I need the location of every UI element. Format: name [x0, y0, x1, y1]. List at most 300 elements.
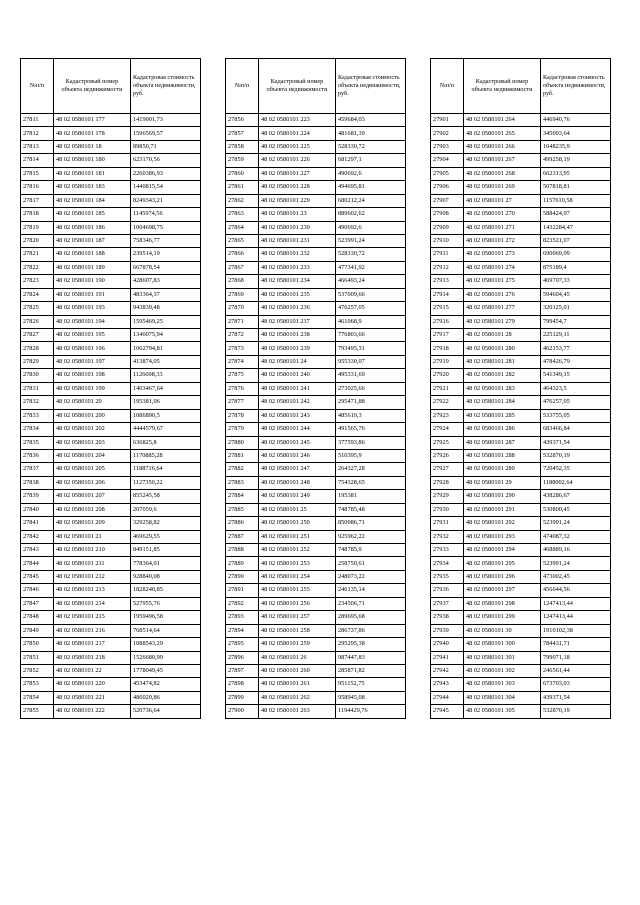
row-number: 27926 — [431, 449, 464, 462]
cadastral-value: 1088543,29 — [131, 638, 201, 651]
cadastral-value: 466493,24 — [336, 275, 406, 288]
row-number: 27867 — [226, 261, 259, 274]
cadastral-number: 48 02 0580101 184 — [54, 194, 131, 207]
table-row — [21, 396, 201, 409]
table-row — [431, 342, 611, 355]
table-row — [226, 302, 406, 315]
table-row — [431, 597, 611, 610]
row-number: 27826 — [21, 315, 54, 328]
row-number: 27811 — [21, 114, 54, 127]
cadastral-value: 4444579,67 — [131, 423, 201, 436]
row-number: 27815 — [21, 167, 54, 180]
row-number: 27929 — [431, 490, 464, 503]
table-row — [21, 476, 201, 489]
table-row — [21, 369, 201, 382]
cadastral-value: 439371,54 — [541, 691, 611, 704]
header-number: №п/п — [431, 59, 464, 114]
cadastral-number: 48 02 0580101 304 — [464, 691, 541, 704]
cadastral-number: 48 02 0580101 229 — [259, 194, 336, 207]
table-row — [21, 557, 201, 570]
cadastral-number: 48 02 0580101 298 — [464, 597, 541, 610]
table-row — [226, 705, 406, 718]
row-number: 27870 — [226, 302, 259, 315]
cadastral-value: 1194429,76 — [336, 705, 406, 718]
table-row — [21, 624, 201, 637]
table-row — [431, 355, 611, 368]
cadastral-value: 1127350,22 — [131, 476, 201, 489]
row-number: 27943 — [431, 678, 464, 691]
table-row — [21, 194, 201, 207]
cadastral-number: 48 02 0580101 205 — [54, 463, 131, 476]
cadastral-number: 48 02 0580101 29 — [464, 476, 541, 489]
table-row — [21, 275, 201, 288]
cadastral-value: 943839,48 — [131, 302, 201, 315]
cadastral-value: 1959496,58 — [131, 611, 201, 624]
row-number: 27899 — [226, 691, 259, 704]
cadastral-value: 1595469,25 — [131, 315, 201, 328]
cadastral-number: 48 02 0580101 299 — [464, 611, 541, 624]
row-number: 27821 — [21, 248, 54, 261]
row-number: 27840 — [21, 503, 54, 516]
cadastral-value: 748785,48 — [336, 503, 406, 516]
cadastral-value: 528330,72 — [336, 140, 406, 153]
cadastral-number: 48 02 0580101 275 — [464, 275, 541, 288]
cadastral-number: 48 02 0580101 266 — [464, 140, 541, 153]
row-number: 27841 — [21, 517, 54, 530]
cadastral-value: 1910102,38 — [541, 624, 611, 637]
row-number: 27851 — [21, 651, 54, 664]
cadastral-value: 207059,6 — [131, 503, 201, 516]
row-number: 27896 — [226, 651, 259, 664]
cadastral-value: 486020,86 — [131, 691, 201, 704]
table-row — [21, 208, 201, 221]
cadastral-number: 48 02 0580101 21 — [54, 530, 131, 543]
cadastral-value: 594604,45 — [541, 288, 611, 301]
row-number: 27816 — [21, 181, 54, 194]
table-row — [431, 329, 611, 342]
table-row — [226, 476, 406, 489]
row-number: 27871 — [226, 315, 259, 328]
cadastral-value: 295295,38 — [336, 638, 406, 651]
cadastral-number: 48 02 0580101 189 — [54, 261, 131, 274]
register-table-2 — [225, 58, 406, 719]
cadastral-number: 48 02 0580101 222 — [54, 705, 131, 718]
row-number: 27919 — [431, 355, 464, 368]
cadastral-value: 793495,31 — [336, 342, 406, 355]
cadastral-number: 48 02 0580101 22 — [54, 664, 131, 677]
cadastral-number: 48 02 0580101 209 — [54, 517, 131, 530]
table-row — [431, 127, 611, 140]
table-row — [21, 288, 201, 301]
cadastral-number: 48 02 0580101 243 — [259, 409, 336, 422]
table-row — [431, 369, 611, 382]
row-number: 27904 — [431, 154, 464, 167]
row-number: 27887 — [226, 530, 259, 543]
table-row — [431, 463, 611, 476]
row-number: 27825 — [21, 302, 54, 315]
row-number: 27886 — [226, 517, 259, 530]
cadastral-number: 48 02 0580101 226 — [259, 154, 336, 167]
cadastral-value: 523991,24 — [541, 517, 611, 530]
row-number: 27900 — [226, 705, 259, 718]
row-number: 27846 — [21, 584, 54, 597]
table-row — [431, 423, 611, 436]
table-row — [431, 261, 611, 274]
cadastral-value: 438286,67 — [541, 490, 611, 503]
table-row — [226, 597, 406, 610]
table-row — [431, 449, 611, 462]
cadastral-number: 48 02 0580101 221 — [54, 691, 131, 704]
cadastral-number: 48 02 0580101 302 — [464, 664, 541, 677]
table-row — [21, 248, 201, 261]
cadastral-value: 776803,66 — [336, 329, 406, 342]
row-number: 27818 — [21, 208, 54, 221]
table-row — [21, 436, 201, 449]
table-row — [21, 570, 201, 583]
cadastral-number: 48 02 0580101 20 — [54, 396, 131, 409]
cadastral-number: 48 02 0580101 279 — [464, 315, 541, 328]
cadastral-value: 541349,15 — [541, 369, 611, 382]
row-number: 27831 — [21, 382, 54, 395]
table-row — [226, 624, 406, 637]
table-row — [431, 248, 611, 261]
cadastral-value: 889602,62 — [336, 208, 406, 221]
row-number: 27891 — [226, 584, 259, 597]
row-number: 27876 — [226, 382, 259, 395]
cadastral-value: 289695,68 — [336, 611, 406, 624]
cadastral-number: 48 02 0580101 30 — [464, 624, 541, 637]
table-row — [21, 114, 201, 127]
cadastral-value: 951152,75 — [336, 678, 406, 691]
cadastral-number: 48 02 0580101 231 — [259, 234, 336, 247]
row-number: 27845 — [21, 570, 54, 583]
cadastral-value: 239514,19 — [131, 248, 201, 261]
cadastral-number: 48 02 0580101 185 — [54, 208, 131, 221]
row-number: 27842 — [21, 530, 54, 543]
row-number: 27930 — [431, 503, 464, 516]
cadastral-number: 48 02 0580101 207 — [54, 490, 131, 503]
row-number: 27839 — [21, 490, 54, 503]
row-number: 27878 — [226, 409, 259, 422]
cadastral-number: 48 02 0580101 26 — [259, 651, 336, 664]
cadastral-value: 8249343,21 — [131, 194, 201, 207]
cadastral-value: 928840,08 — [131, 570, 201, 583]
row-number: 27920 — [431, 369, 464, 382]
row-number: 27864 — [226, 221, 259, 234]
row-number: 27858 — [226, 140, 259, 153]
cadastral-number: 48 02 0580101 194 — [54, 315, 131, 328]
cadastral-value: 446940,76 — [541, 114, 611, 127]
cadastral-value: 520736,64 — [131, 705, 201, 718]
cadastral-number: 48 02 0580101 224 — [259, 127, 336, 140]
cadastral-number: 48 02 0580101 234 — [259, 275, 336, 288]
cadastral-value: 477341,92 — [336, 261, 406, 274]
cadastral-value: 462153,77 — [541, 342, 611, 355]
cadastral-value: 490692,6 — [336, 221, 406, 234]
table-row — [226, 691, 406, 704]
cadastral-number: 48 02 0580101 276 — [464, 288, 541, 301]
cadastral-number: 48 02 0580101 25 — [259, 503, 336, 516]
cadastral-number: 48 02 0580101 257 — [259, 611, 336, 624]
cadastral-value: 528330,72 — [336, 248, 406, 261]
cadastral-number: 48 02 0580101 27 — [464, 194, 541, 207]
cadastral-value: 459684,03 — [336, 114, 406, 127]
cadastral-value: 469629,55 — [131, 530, 201, 543]
cadastral-number: 48 02 0580101 303 — [464, 678, 541, 691]
cadastral-number: 48 02 0580101 259 — [259, 638, 336, 651]
table-row — [21, 651, 201, 664]
cadastral-number: 48 02 0580101 181 — [54, 167, 131, 180]
table-row — [431, 584, 611, 597]
cadastral-number: 48 02 0580101 291 — [464, 503, 541, 516]
table-row — [226, 315, 406, 328]
cadastral-number: 48 02 0580101 223 — [259, 114, 336, 127]
cadastral-value: 476257,05 — [336, 302, 406, 315]
table-row — [226, 329, 406, 342]
cadastral-number: 48 02 0580101 210 — [54, 544, 131, 557]
cadastral-number: 48 02 0580101 227 — [259, 167, 336, 180]
row-number: 27911 — [431, 248, 464, 261]
cadastral-number: 48 02 0580101 211 — [54, 557, 131, 570]
cadastral-number: 48 02 0580101 195 — [54, 329, 131, 342]
row-number: 27905 — [431, 167, 464, 180]
table-row — [431, 490, 611, 503]
cadastral-number: 48 02 0580101 283 — [464, 382, 541, 395]
table-row — [226, 463, 406, 476]
table-row — [226, 664, 406, 677]
cadastral-number: 48 02 0580101 268 — [464, 167, 541, 180]
row-number: 27877 — [226, 396, 259, 409]
cadastral-value: 413874,05 — [131, 355, 201, 368]
cadastral-number: 48 02 0580101 232 — [259, 248, 336, 261]
cadastral-value: 234506,71 — [336, 597, 406, 610]
row-number: 27823 — [21, 275, 54, 288]
row-number: 27859 — [226, 154, 259, 167]
row-number: 27903 — [431, 140, 464, 153]
row-number: 27941 — [431, 651, 464, 664]
cadastral-value: 1247413,44 — [541, 611, 611, 624]
table-row — [226, 436, 406, 449]
table-row — [21, 329, 201, 342]
table-row — [21, 463, 201, 476]
row-number: 27917 — [431, 329, 464, 342]
row-number: 27820 — [21, 234, 54, 247]
header-cadastral-value: Кадастровая стоимость объекта недвижимости, руб. — [336, 59, 406, 114]
table-row — [226, 234, 406, 247]
table-row — [431, 288, 611, 301]
table-row — [431, 544, 611, 557]
table-row — [21, 167, 201, 180]
cadastral-number: 48 02 0580101 255 — [259, 584, 336, 597]
cadastral-number: 48 02 0580101 292 — [464, 517, 541, 530]
table-row — [226, 611, 406, 624]
cadastral-value: 499258,19 — [541, 154, 611, 167]
cadastral-value: 478426,79 — [541, 355, 611, 368]
cadastral-number: 48 02 0580101 188 — [54, 248, 131, 261]
cadastral-number: 48 02 0580101 213 — [54, 584, 131, 597]
cadastral-value: 461068,9 — [336, 315, 406, 328]
cadastral-value: 483364,37 — [131, 288, 201, 301]
table-row — [226, 355, 406, 368]
row-number: 27863 — [226, 208, 259, 221]
table-row — [431, 611, 611, 624]
cadastral-value: 428607,83 — [131, 275, 201, 288]
cadastral-value: 273025,66 — [336, 382, 406, 395]
cadastral-value: 195381 — [336, 490, 406, 503]
row-number: 27856 — [226, 114, 259, 127]
cadastral-number: 48 02 0580101 294 — [464, 544, 541, 557]
cadastral-number: 48 02 0580101 191 — [54, 288, 131, 301]
row-number: 27827 — [21, 329, 54, 342]
row-number: 27894 — [226, 624, 259, 637]
row-number: 27848 — [21, 611, 54, 624]
table-row — [21, 597, 201, 610]
cadastral-number: 48 02 0580101 300 — [464, 638, 541, 651]
row-number: 27836 — [21, 449, 54, 462]
cadastral-value: 345093,64 — [541, 127, 611, 140]
row-number: 27893 — [226, 611, 259, 624]
row-number: 27901 — [431, 114, 464, 127]
row-number: 27912 — [431, 261, 464, 274]
cadastral-number: 48 02 0580101 214 — [54, 597, 131, 610]
row-number: 27936 — [431, 584, 464, 597]
table-row — [431, 302, 611, 315]
cadastral-number: 48 02 0580101 287 — [464, 436, 541, 449]
table-row — [431, 691, 611, 704]
row-number: 27909 — [431, 221, 464, 234]
row-number: 27847 — [21, 597, 54, 610]
cadastral-value: 264327,28 — [336, 463, 406, 476]
cadastral-value: 1596569,57 — [131, 127, 201, 140]
cadastral-number: 48 02 0580101 263 — [259, 705, 336, 718]
row-number: 27924 — [431, 423, 464, 436]
cadastral-number: 48 02 0580101 280 — [464, 342, 541, 355]
row-number: 27895 — [226, 638, 259, 651]
table-row — [21, 140, 201, 153]
table-row — [21, 449, 201, 462]
cadastral-number: 48 02 0580101 296 — [464, 570, 541, 583]
cadastral-number: 48 02 0580101 253 — [259, 557, 336, 570]
cadastral-number: 48 02 0580101 265 — [464, 127, 541, 140]
row-number: 27910 — [431, 234, 464, 247]
cadastral-value: 850086,71 — [336, 517, 406, 530]
cadastral-value: 510395,9 — [336, 449, 406, 462]
cadastral-value: 377593,86 — [336, 436, 406, 449]
cadastral-number: 48 02 0580101 193 — [54, 302, 131, 315]
row-number: 27908 — [431, 208, 464, 221]
row-number: 27835 — [21, 436, 54, 449]
cadastral-value: 329258,82 — [131, 517, 201, 530]
cadastral-value: 527955,76 — [131, 597, 201, 610]
table-row — [226, 423, 406, 436]
cadastral-value: 286737,86 — [336, 624, 406, 637]
row-number: 27819 — [21, 221, 54, 234]
cadastral-value: 849151,85 — [131, 544, 201, 557]
row-number: 27874 — [226, 355, 259, 368]
cadastral-number: 48 02 0580101 236 — [259, 302, 336, 315]
cadastral-number: 48 02 0580101 246 — [259, 449, 336, 462]
table-row — [21, 154, 201, 167]
cadastral-value: 748785,9 — [336, 544, 406, 557]
cadastral-value: 1048235,9 — [541, 140, 611, 153]
cadastral-number: 48 02 0580101 274 — [464, 261, 541, 274]
cadastral-value: 636825,8 — [131, 436, 201, 449]
cadastral-number: 48 02 0580101 199 — [54, 382, 131, 395]
cadastral-value: 491565,76 — [336, 423, 406, 436]
table-row — [21, 127, 201, 140]
row-number: 27935 — [431, 570, 464, 583]
cadastral-value: 246135,14 — [336, 584, 406, 597]
row-number: 27939 — [431, 624, 464, 637]
cadastral-value: 588424,97 — [541, 208, 611, 221]
cadastral-number: 48 02 0580101 228 — [259, 181, 336, 194]
cadastral-value: 532870,19 — [541, 705, 611, 718]
cadastral-value: 799454,7 — [541, 315, 611, 328]
row-number: 27860 — [226, 167, 259, 180]
table-row — [21, 261, 201, 274]
cadastral-number: 48 02 0580101 297 — [464, 584, 541, 597]
cadastral-number: 48 02 0580101 212 — [54, 570, 131, 583]
cadastral-value: 1145974,56 — [131, 208, 201, 221]
table-row — [431, 221, 611, 234]
row-number: 27921 — [431, 382, 464, 395]
table-row — [226, 248, 406, 261]
row-number: 27873 — [226, 342, 259, 355]
row-number: 27916 — [431, 315, 464, 328]
cadastral-number: 48 02 0580101 270 — [464, 208, 541, 221]
cadastral-number: 48 02 0580101 244 — [259, 423, 336, 436]
row-number: 27861 — [226, 181, 259, 194]
table-row — [226, 342, 406, 355]
table-row — [226, 678, 406, 691]
register-table-3 — [430, 58, 611, 719]
cadastral-value: 784431,71 — [541, 638, 611, 651]
row-number: 27898 — [226, 678, 259, 691]
table-row — [21, 302, 201, 315]
cadastral-value: 958945,08 — [336, 691, 406, 704]
row-number: 27854 — [21, 691, 54, 704]
row-number: 27832 — [21, 396, 54, 409]
cadastral-value: 1432284,47 — [541, 221, 611, 234]
row-number: 27890 — [226, 570, 259, 583]
row-number: 27884 — [226, 490, 259, 503]
cadastral-value: 690069,09 — [541, 248, 611, 261]
cadastral-number: 48 02 0580101 190 — [54, 275, 131, 288]
row-number: 27892 — [226, 597, 259, 610]
row-number: 27828 — [21, 342, 54, 355]
cadastral-value: 667878,54 — [131, 261, 201, 274]
table-row — [431, 275, 611, 288]
row-number: 27883 — [226, 476, 259, 489]
table-row — [226, 396, 406, 409]
header-cadastral-value: Кадастровая стоимость объекта недвижимости, руб. — [541, 59, 611, 114]
table-row — [21, 355, 201, 368]
cadastral-number: 48 02 0580101 249 — [259, 490, 336, 503]
table-row — [431, 167, 611, 180]
cadastral-value: 530800,45 — [541, 503, 611, 516]
row-number: 27838 — [21, 476, 54, 489]
table-row — [226, 544, 406, 557]
row-number: 27862 — [226, 194, 259, 207]
table-row — [21, 221, 201, 234]
cadastral-value: 1086890,5 — [131, 409, 201, 422]
cadastral-number: 48 02 0580101 241 — [259, 382, 336, 395]
cadastral-value: 1062794,81 — [131, 342, 201, 355]
cadastral-number: 48 02 0580101 264 — [464, 114, 541, 127]
table-row — [21, 234, 201, 247]
table-row — [226, 369, 406, 382]
row-number: 27824 — [21, 288, 54, 301]
